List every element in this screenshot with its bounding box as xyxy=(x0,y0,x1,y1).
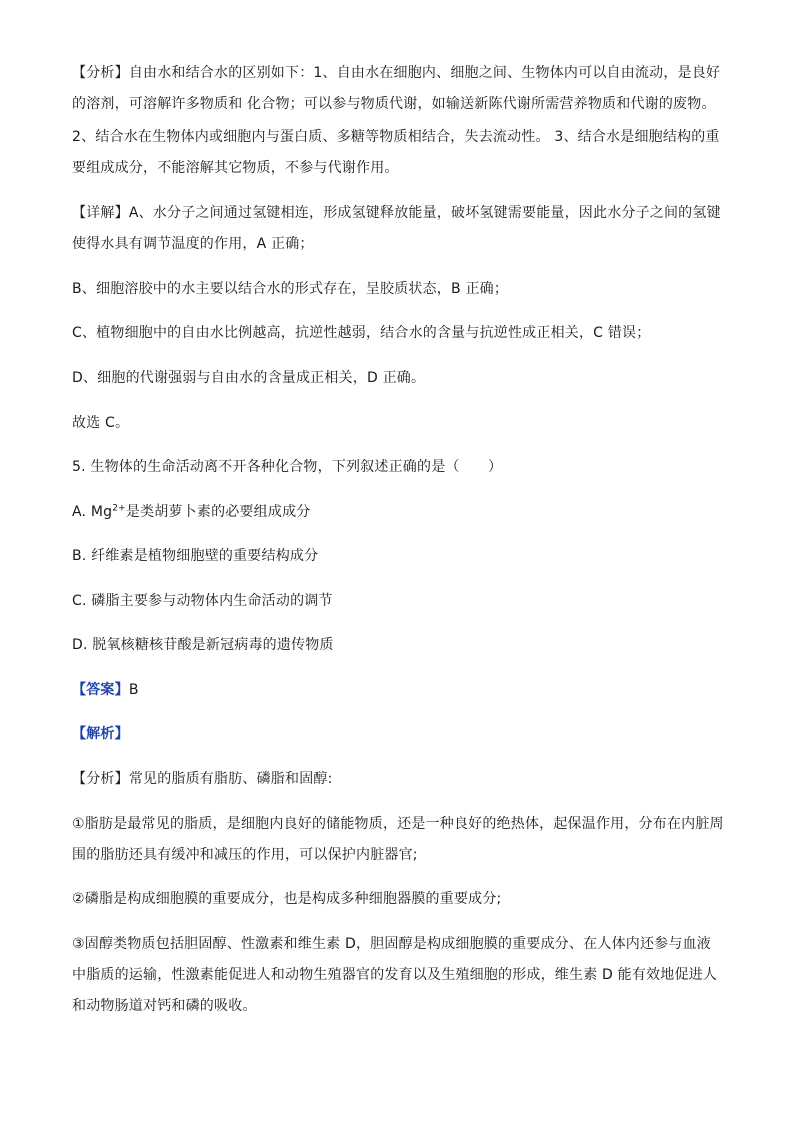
jiexi-tag: 【解析】 xyxy=(72,726,129,742)
detail-c: C、植物细胞中的自由水比例越高，抗逆性越弱，结合水的含量与抗逆性成正相关，C 错误； xyxy=(72,325,651,341)
answer-line xyxy=(72,675,724,706)
analysis-paragraph-1 xyxy=(72,58,724,120)
analysis-paragraph-3 xyxy=(72,764,724,795)
detail-tag: 【详解】 xyxy=(72,205,129,221)
analysis-paragraph-2 xyxy=(72,122,724,184)
detail-d: D、细胞的代谢强弱与自由水的含量成正相关，D 正确。 xyxy=(72,370,426,386)
option-a xyxy=(72,497,724,528)
choose-text: 故选 C。 xyxy=(72,415,130,431)
list-item-fat: ①脂肪是最常见的脂质，是细胞内良好的储能物质，还是一种良好的绝热体，起保温作用，分布在内脏周围的脂肪还具有缓冲和减压的作用，可以保护内脏器官; xyxy=(72,816,724,863)
detail-text-a: A、水分子之间通过氢键相连，形成氢键释放能量，破坏氢键需要能量，因此水分子之间的氢键使得水具有调节温度的作用，A 正确； xyxy=(72,205,721,252)
detail-b: B、细胞溶胶中的水主要以结合水的形式存在，呈胶质状态，B 正确； xyxy=(72,281,509,297)
analysis-tag-2: 【分析】 xyxy=(72,771,129,787)
answer-value: B xyxy=(128,682,139,698)
list-item-sterol: ③固醇类物质包括胆固醇、性激素和维生素 D，胆固醇是构成细胞膜的重要成分、在人体内还参与血液中脂质的运输，性激素能促进人和动物生殖器官的发育以及生殖细胞的形成，维生素 D 能有效地促进人和动物肠道对钙和磷的吸收。 xyxy=(72,936,718,1014)
option-b: B. 纤维素是植物细胞壁的重要结构成分 xyxy=(72,548,319,564)
option-a-superscript: 2+ xyxy=(112,503,126,514)
analysis-text: 自由水和结合水的区别如下：1、自由水在细胞内、细胞之间、生物体内可以自由流动，是良好的溶剂，可溶解许多物质和 化合物；可以参与物质代谢，如输送新陈代谢所需营养物质和代谢的废物。 xyxy=(72,65,721,112)
list-item-phospholipid: ②磷脂是构成细胞膜的重要成分，也是构成多种细胞器膜的重要成分; xyxy=(72,891,502,907)
option-a-text: 是类胡萝卜素的必要组成成分 xyxy=(125,504,311,520)
analysis-text-2: 常见的脂质有脂肪、磷脂和固醇: xyxy=(128,771,333,787)
question-5-stem: 5. 生物体的生命活动离不开各种化合物，下列叙述正确的是（ ） xyxy=(72,459,503,475)
option-d: D. 脱氧核糖核苷酸是新冠病毒的遗传物质 xyxy=(72,637,334,653)
answer-tag: 【答案】 xyxy=(72,682,129,698)
jiexi-heading xyxy=(72,719,724,750)
analysis-line-2: 2、结合水在生物体内或细胞内与蛋白质、多糖等物质相结合，失去流动性。 3、结合水是细胞结构的重要组成成分，不能溶解其它物质，不参与代谢作用。 xyxy=(72,129,720,176)
analysis-tag: 【分析】 xyxy=(72,65,129,81)
option-c: C. 磷脂主要参与动物体内生命活动的调节 xyxy=(72,593,333,609)
detail-paragraph-a xyxy=(72,198,724,260)
option-a-prefix: A. Mg xyxy=(72,504,113,520)
